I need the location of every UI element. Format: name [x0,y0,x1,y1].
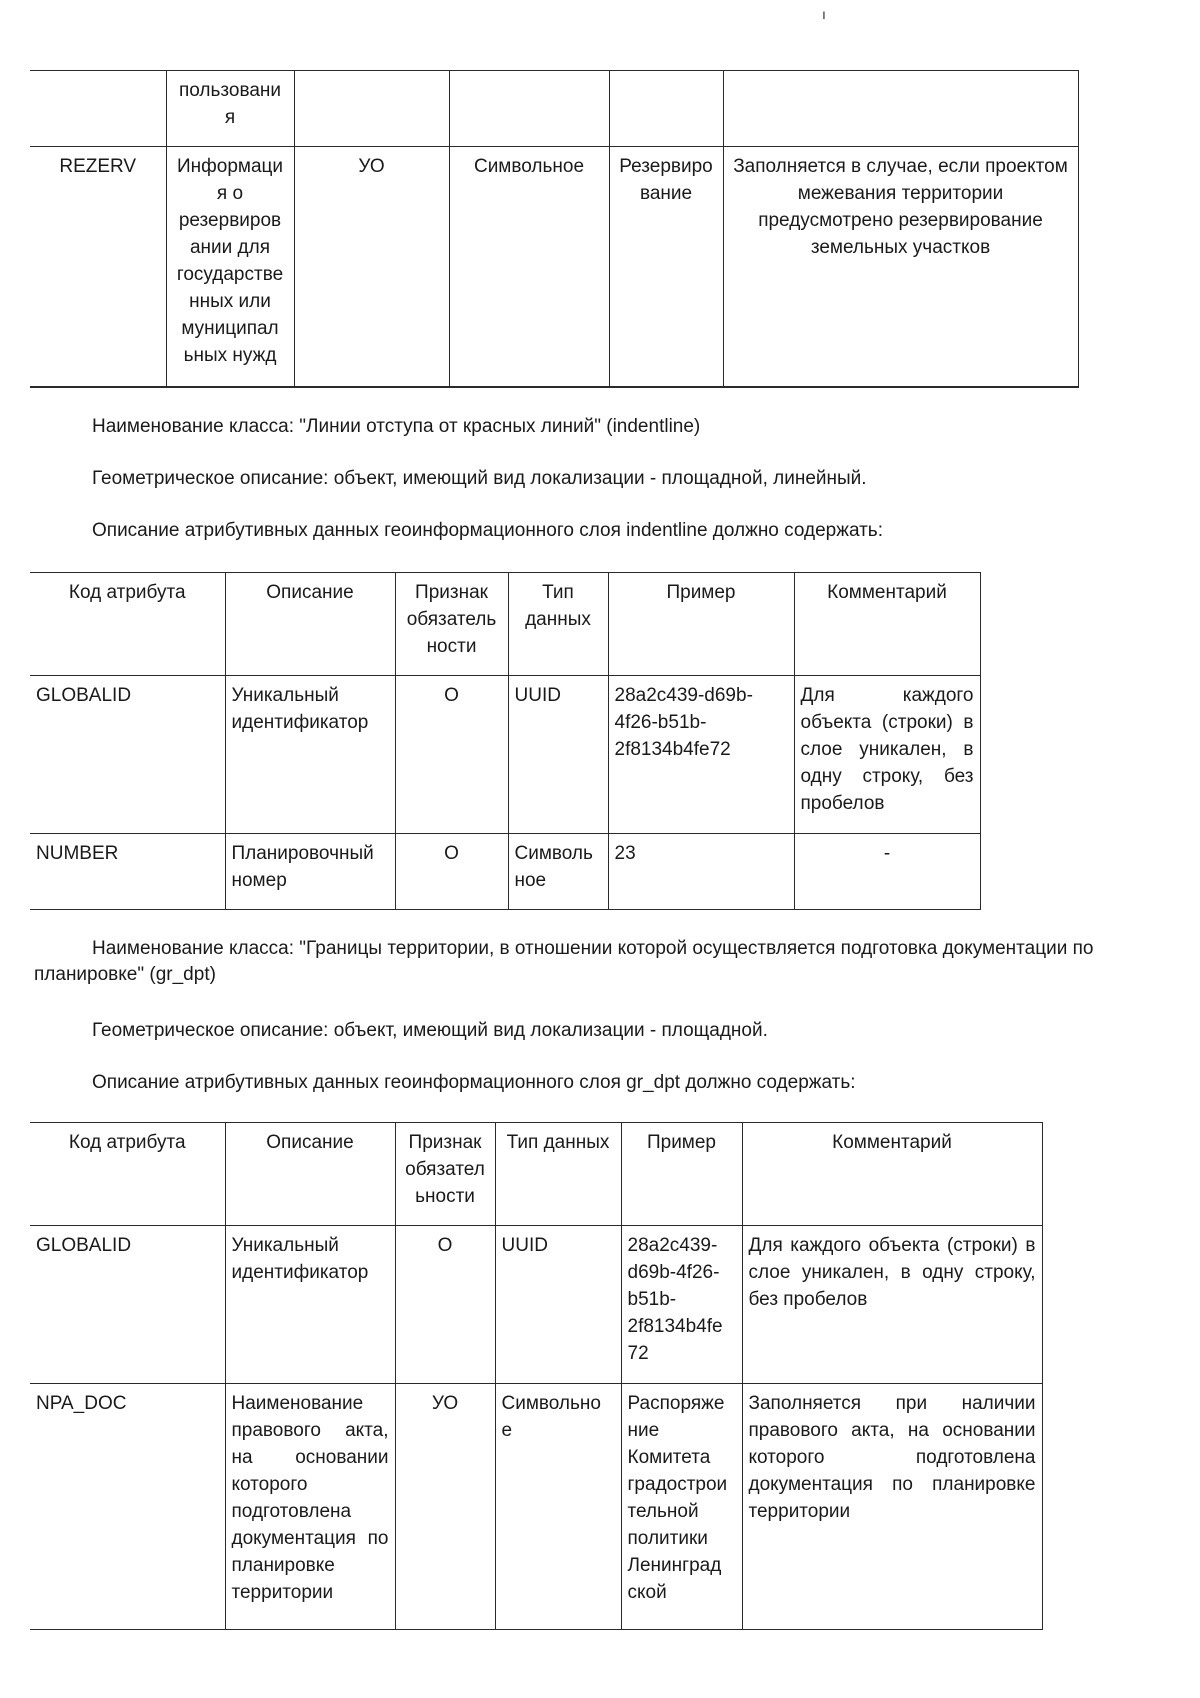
cell-example: 28a2c439-d69b-4f26-b51b-2f8134b4fe72 [608,676,794,834]
cell-code: GLOBALID [30,1226,225,1384]
cell-comment: Для каждого объекта (строки) в слое уникален, в одну строку, без пробелов [742,1226,1042,1384]
header-type: Тип данных [508,573,608,676]
header-type: Тип данных [495,1123,621,1226]
table-row [30,1384,1042,1630]
cell-example: Резервиро вание [609,147,723,387]
header-flag: Признак обязатель ности [395,573,508,676]
cell-type: Символьное [449,147,609,387]
header-example: Пример [608,573,794,676]
cell-flag: УО [294,147,449,387]
cell-type: UUID [495,1226,621,1384]
cell-type: Символь ное [508,834,608,910]
cell-description: Уникальный идентификатор [225,1226,395,1384]
cell-code [30,71,166,147]
cell-type: Символьно е [495,1384,621,1630]
cell-code: GLOBALID [30,676,225,834]
header-example: Пример [621,1123,742,1226]
cell-description: пользовани я [166,71,294,147]
cell-code: REZERV [30,147,166,387]
geometry-gr-dpt: Геометрическое описание: объект, имеющий вид локализации - площадной. [92,1020,768,1041]
header-flag: Признак обязател ьности [395,1123,495,1226]
attributes-intro-indentline: Описание атрибутивных данных геоинформационного слоя indentline должно содержать: [92,520,883,541]
cell-code: NUMBER [30,834,225,910]
cell-example [609,71,723,147]
table-rezerv-continuation [30,70,1079,388]
cell-comment [723,71,1078,147]
cell-comment: - [794,834,980,910]
cell-example: 23 [608,834,794,910]
cell-example: 28a2c439- d69b-4f26- b51b- 2f8134b4fe 72 [621,1226,742,1384]
cell-description: Планировочный номер [225,834,395,910]
header-comment: Комментарий [794,573,980,676]
table-row [30,147,1078,387]
header-code: Код атрибута [30,1123,225,1226]
header-description: Описание [225,573,395,676]
class-name-gr-dpt: Наименование класса: "Границы территории, в отношении которой осуществляется подготовка документации по планировке" (gr_dpt) [34,938,1094,985]
stray-mark: ı [822,6,826,22]
header-description: Описание [225,1123,395,1226]
table-row [30,676,980,834]
cell-flag: УО [395,1384,495,1630]
header-code: Код атрибута [30,573,225,676]
table-header-row [30,1123,1042,1226]
table-gr-dpt-attributes [30,1122,1043,1630]
cell-flag [294,71,449,147]
cell-type: UUID [508,676,608,834]
cell-code: NPA_DOC [30,1384,225,1630]
table-row [30,1226,1042,1384]
cell-description: Информаци я о резервиров ании для государстве нных или муниципал ьных нужд [166,147,294,387]
cell-description: Наименование правового акта, на основании которого подготовлена документация по планировке территории [225,1384,395,1630]
class-name-indentline: Наименование класса: "Линии отступа от красных линий" (indentline) [92,416,701,437]
cell-example: Распоряже ние Комитета градострои тельной политики Ленинград ской [621,1384,742,1630]
cell-comment: Заполняется при наличии правового акта, на основании которого подготовлена документация по планировке территории [742,1384,1042,1630]
header-comment: Комментарий [742,1123,1042,1226]
cell-type [449,71,609,147]
table-row [30,834,980,910]
cell-description: Уникальный идентификатор [225,676,395,834]
table-indentline-attributes [30,572,981,910]
attributes-intro-gr-dpt: Описание атрибутивных данных геоинформационного слоя gr_dpt должно содержать: [92,1072,856,1093]
cell-flag: О [395,834,508,910]
cell-flag: О [395,676,508,834]
cell-comment: Заполняется в случае, если проектом межевания территории предусмотрено резервирование земельных участков [723,147,1078,387]
table-row [30,71,1078,147]
cell-flag: О [395,1226,495,1384]
geometry-indentline: Геометрическое описание: объект, имеющий вид локализации - площадной, линейный. [92,468,867,489]
table-header-row [30,573,980,676]
cell-comment: Для каждого объекта (строки) в слое уникален, в одну строку, без пробелов [794,676,980,834]
